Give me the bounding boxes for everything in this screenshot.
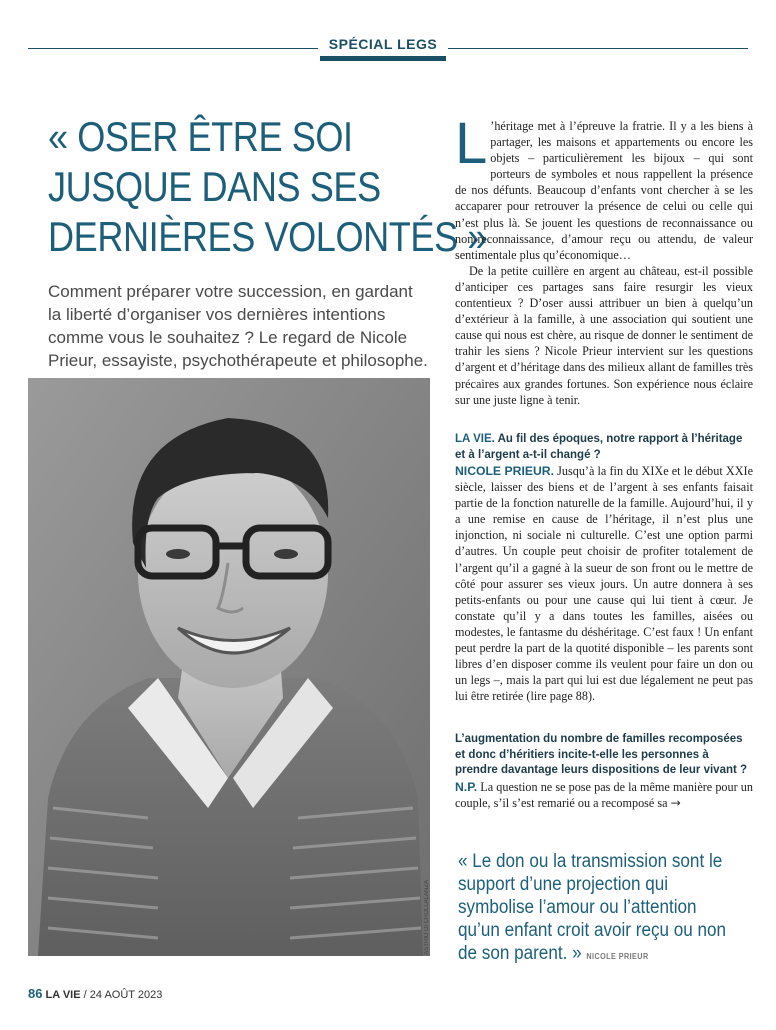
speaker-initials: N.P. xyxy=(455,780,478,794)
header-rule-right xyxy=(448,48,748,49)
headline-line-1: « OSER ÊTRE SOI xyxy=(48,113,353,160)
interviewer-label: LA VIE. xyxy=(455,433,495,445)
pull-quote xyxy=(458,850,728,968)
portrait-photo xyxy=(28,378,430,956)
page-number: 86 xyxy=(28,986,43,1001)
interview-question-1 xyxy=(455,432,753,463)
answer-1-text: Jusqu’à la fin du XIXe et le début XXIe siècle, laisser des biens et de l’argent à ses enfants faisait partie de la fonction naturelle de la famille. Aujourd’hui, il y a une remise en cause de l’héritage, il n’est plus une injonction, ni sociale ni culturelle. C’est une option parmi d’autres. Un couple peut choisir de profiter totalement de l’argent qu’il a gagné à la sueur de son front ou le mettre de côté pour assurer ses vieux jours. Un autre donnera à ses petits-enfants ou pour une cause qui lui tient à cœur. Je constate qu’il y a dans toutes les familles, aisées ou modestes, le fantasme du déshéritage. C’est faux ! Un enfant peut perdre la part de la quotité disponible – les parents sont libres d’en disposer comme ils veulent pour faire un don ou un legs –, mais la part qui lui est due légalement ne peut pas lui être retirée (lire page 88). xyxy=(455,464,753,704)
pull-quote-author: NICOLE PRIEUR xyxy=(586,952,649,961)
answer-2-text: La question ne se pose pas de la même manière pour un couple, s’il s’est remarié ou a recomposé sa xyxy=(455,780,753,811)
article-headline xyxy=(48,112,488,262)
magazine-name: LA VIE xyxy=(45,989,81,1001)
speaker-label: NICOLE PRIEUR. xyxy=(455,464,554,478)
page-folio xyxy=(28,986,162,1001)
headline-line-3: DERNIÈRES VOLONTÉS » xyxy=(48,213,488,260)
drop-cap: L xyxy=(455,111,488,176)
article-standfirst: Comment préparer votre succession, en gardant la liberté d’organiser vos dernières intentions comme vous le souhaitez ? Le regard de Nicole Prieur, essayiste, psychothérapeute et philosophe. xyxy=(48,282,428,370)
headline-line-2: JUSQUE DANS SES xyxy=(48,163,381,210)
section-rubric: SPÉCIAL LEGS xyxy=(328,36,438,52)
issue-date: / 24 AOÛT 2023 xyxy=(83,989,163,1001)
continue-arrow-icon: → xyxy=(670,796,681,811)
interview-answer-1 xyxy=(455,463,753,704)
intro-paragraph-1: ’héritage met à l’épreuve la fratrie. Il y a les biens à partager, les maisons et appartements ou encore les objets – particulièrement les bijoux – qui sont porteurs de symboles et nous rappellent la présence de nos défunts. Beaucoup d’enfants vont chercher à se les accaparer pour retrouver la présence de celui ou celle qui n’est plus là. Se jouent les questions de reconnaissance ou non-reconnaissance, d’amour reçu ou attendu, de valeur sentimentale plus qu’économique… xyxy=(455,119,753,262)
question-1-text: Au fil des époques, notre rapport à l’héritage et à l’argent a-t-il changé ? xyxy=(455,433,743,461)
header-rule-left xyxy=(28,48,318,49)
rubric-underline xyxy=(320,56,446,61)
pull-quote-text: « Le don ou la transmission sont le support d’une projection qui symbolise l’amour ou l’attention qu’un enfant croit avoir reçu ou non de son parent. » xyxy=(458,851,727,964)
article-intro xyxy=(455,111,753,408)
interview-question-2: L’augmentation du nombre de familles recomposées et donc d’héritiers incite-t-elle les personnes à prendre davantage leurs dispositions de leur vivant ? xyxy=(455,733,748,776)
interview-answer-2 xyxy=(455,779,753,811)
photo-credit: ASTRID DI CROLLALANZA xyxy=(424,880,430,955)
intro-paragraph-2: De la petite cuillère en argent au château, est-il possible d’anticiper ces partages sans faire resurgir les vieux contentieux ? D’oser aussi attribuer un bien à quelqu’un d’extérieur à la famille, à une association qui soutient une cause qui nous est chère, au risque de donner le sentiment de trahir les siens ? Nicole Prieur intervient sur les questions d’argent et d’héritage dans des milieux allant de familles très précaires aux grandes fortunes. Son expérience nous éclaire sur une juste ligne à tenir. xyxy=(455,263,753,407)
